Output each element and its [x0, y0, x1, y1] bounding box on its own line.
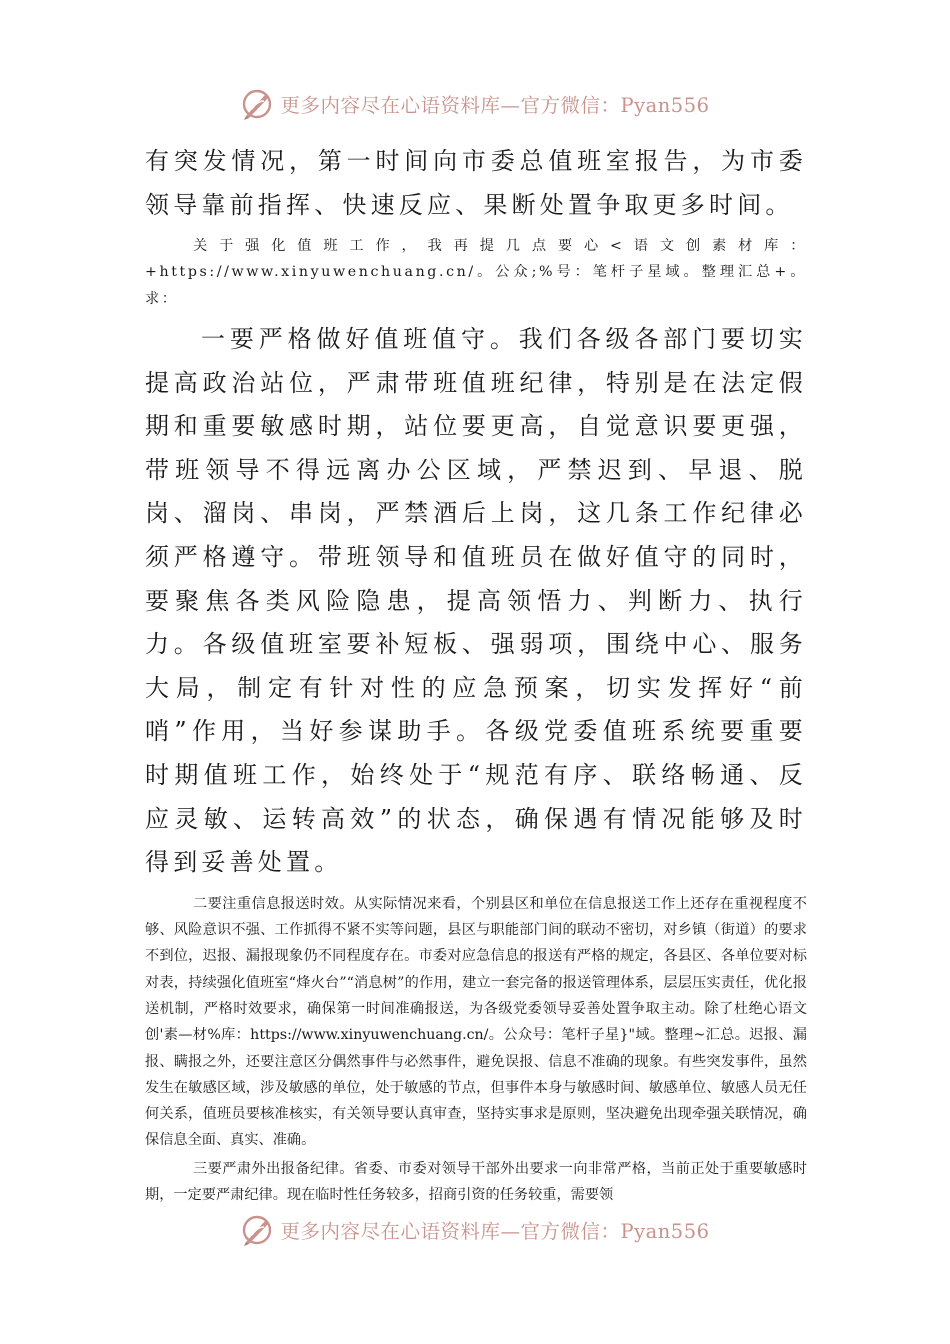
paragraph-point-three: 三要严肃外出报备纪律。省委、市委对领导干部外出要求一向非常严格，当前正处于重要敏感时期，一定要严肃纪律。现在临时性任务较多，招商引资的任务较重，需要领: [145, 1160, 807, 1204]
paragraph-intro-continuation: 有突发情况，第一时间向市委总值班室报告，为市委领导靠前指挥、快速反应、果断处置争取更多时间。: [145, 147, 807, 219]
header-watermark-text: 更多内容尽在心语资料库—官方微信：Pyan556: [280, 94, 710, 117]
paragraph-point-one: 一要严格做好值班值守。我们各级各部门要切实提高政治站位，严肃带班值班纪律，特别是在法定假期和重要敏感时期，站位要更高，自觉意识要更强，带班领导不得远离办公区域，严禁迟到、早退、脱岗、溜岗、串岗，严禁酒后上岗，这几条工作纪律必须严格遵守。带班领导和值班员在做好值守的同时，要聚焦各类风险隐患，提高领悟力、判断力、执行力。各级值班室要补短板、强弱项，围绕中心、服务大局，制定有针对性的应急预案，切实发挥好“前哨”作用，当好参谋助手。各级党委值班系统要重要时期值班工作，始终处于“规范有序、联络畅通、反应灵敏、运转高效”的状态，确保遇有情况能够及时得到妥善处置。: [145, 325, 807, 877]
footer-watermark-banner: [0, 1208, 950, 1252]
header-watermark-banner: [0, 82, 950, 126]
paragraph-watermarked-transition: 关于强化值班工作，我再提几点要心<语文创素材库：+https://www.xinyuwenchuang.cn/。公众;%号：笔杆子星域。整理汇总+。求：: [145, 238, 807, 307]
pen-logo-icon: [240, 1213, 274, 1247]
paragraph-point-two: 二要注重信息报送时效。从实际情况来看，个别县区和单位在信息报送工作上还存在重视程度不够、风险意识不强、工作抓得不紧不实等问题，县区与职能部门间的联动不密切，对乡镇（街道）的要求不到位，迟报、漏报现象仍不同程度存在。市委对应急信息的报送有严格的规定，各县区、各单位要对标对表，持续强化值班室“烽火台”“消息树”的作用，建立一套完备的报送管理体系，层层压实责任，优化报送机制，严格时效要求，确保第一时间准确报送，为各级党委领导妥善处置争取主动。除了杜绝心语文创'素—材%库：https://www.xinyuwenchuang.cn/。公众号：笔杆子星}"域。整理~汇总。迟报、漏报、瞒报之外，还要注意区分偶然事件与必然事件，避免误报、信息不准确的现象。有些突发事件，虽然发生在敏感区域，涉及敏感的单位，处于敏感的节点，但事件本身与敏感时间、敏感单位、敏感人员无任何关系，值班员要核准核实，有关领导要认真审查，坚持实事求是原则，坚决避免出现牵强关联情况，确保信息全面、真实、准确。: [145, 895, 807, 1149]
footer-watermark-text: 更多内容尽在心语资料库—官方微信：Pyan556: [280, 1220, 710, 1243]
pen-logo-icon: [240, 87, 274, 121]
document-body: [145, 140, 807, 1208]
